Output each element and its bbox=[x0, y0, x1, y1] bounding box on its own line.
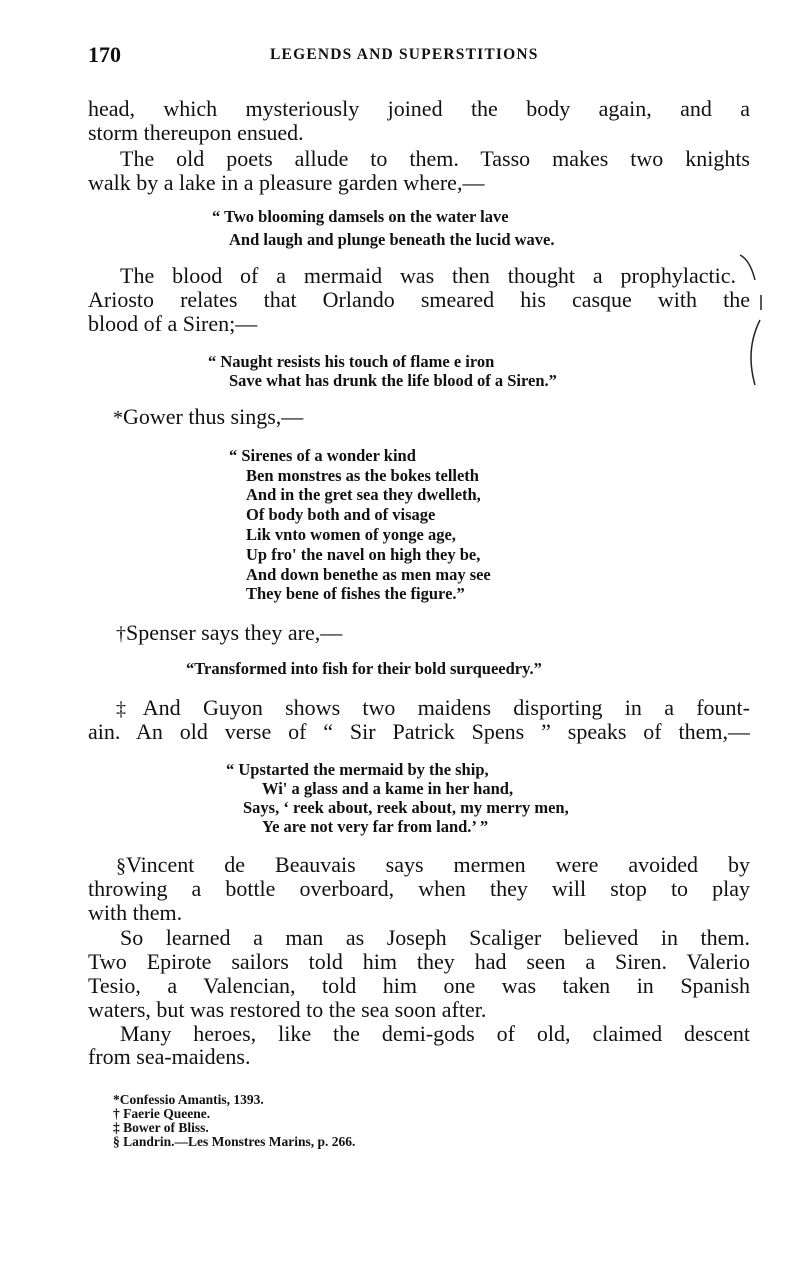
verse-line: Save what has drunk the life blood of a Siren.” bbox=[229, 371, 557, 390]
footnote-marker: * bbox=[113, 407, 123, 429]
verse-line: Ye are not very far from land.’ ” bbox=[262, 817, 489, 836]
verse-line: Of body both and of visage bbox=[246, 505, 436, 524]
verse-line: “ Two blooming damsels on the water lave bbox=[212, 207, 509, 226]
footnote: † Faerie Queene. bbox=[113, 1106, 211, 1121]
paragraph-gower bbox=[113, 405, 413, 429]
text-span: Vincent de Beauvais says mermen were avoided by bbox=[126, 853, 750, 877]
verse-line: “ Sirenes of a wonder kind bbox=[229, 446, 416, 465]
paragraph-spenser bbox=[116, 621, 416, 645]
verse-line: They bene of fishes the figure.” bbox=[246, 584, 465, 603]
footnote-marker: ‡ bbox=[116, 698, 143, 720]
text-line: Many heroes, like the demi-gods of old, claimed descent bbox=[120, 1022, 750, 1046]
text-line: The blood of a mermaid was then thought a prophylactic. bbox=[120, 264, 736, 288]
text-line: Tesio, a Valencian, told him one was taken in Spanish bbox=[88, 974, 750, 998]
text-line: storm thereupon ensued. bbox=[88, 121, 304, 145]
verse-line: Up fro' the navel on high they be, bbox=[246, 545, 481, 564]
verse-line: “ Naught resists his touch of flame e iron bbox=[208, 352, 495, 371]
text-line: head, which mysteriously joined the body again, and a bbox=[88, 97, 750, 121]
text-line: waters, but was restored to the sea soon after. bbox=[88, 998, 487, 1022]
verse-line: Lik vnto women of yonge age, bbox=[246, 525, 456, 544]
text-line: So learned a man as Joseph Scaliger believed in them. bbox=[120, 926, 750, 950]
verse-line: And down benethe as men may see bbox=[246, 565, 491, 584]
text-line: throwing a bottle overboard, when they will stop to play bbox=[88, 877, 750, 901]
footnote-marker: † bbox=[116, 623, 126, 645]
verse-line: Ben monstres as the bokes telleth bbox=[246, 466, 479, 485]
text-line: Spenser says they are,— bbox=[126, 621, 343, 645]
footnote: *Confessio Amantis, 1393. bbox=[113, 1092, 264, 1107]
text-line: Gower thus sings,— bbox=[123, 405, 304, 429]
text-line: Ariosto relates that Orlando smeared his casque with the bbox=[88, 288, 750, 312]
scan-artifact-bracket bbox=[735, 250, 765, 390]
verse-line: Wi' a glass and a kame in her hand, bbox=[262, 779, 514, 798]
verse-line: “ Upstarted the mermaid by the ship, bbox=[226, 760, 489, 779]
verse-line: And laugh and plunge beneath the lucid wave. bbox=[229, 230, 555, 249]
text-line bbox=[116, 853, 750, 877]
running-title: LEGENDS AND SUPERSTITIONS bbox=[270, 46, 539, 63]
verse-line: And in the gret sea they dwelleth, bbox=[246, 485, 481, 504]
verse-line: “Transformed into fish for their bold surqueedry.” bbox=[186, 659, 542, 678]
text-line: blood of a Siren;— bbox=[88, 312, 258, 336]
text-line: The old poets allude to them. Tasso makes two knights bbox=[120, 147, 750, 171]
page-number: 170 bbox=[88, 42, 121, 67]
footnote-marker: § bbox=[116, 855, 126, 877]
verse-line: Says, ‘ reek about, reek about, my merry men, bbox=[243, 798, 569, 817]
footnote: ‡ Bower of Bliss. bbox=[113, 1120, 209, 1135]
text-line: walk by a lake in a pleasure garden where,— bbox=[88, 171, 485, 195]
text-line: Two Epirote sailors told him they had seen a Siren. Valerio bbox=[88, 950, 750, 974]
text-span: And Guyon shows two maidens disporting in a fount- bbox=[142, 696, 750, 720]
text-line: ain. An old verse of “ Sir Patrick Spens ” speaks of them,— bbox=[88, 720, 750, 744]
footnote: § Landrin.—Les Monstres Marins, p. 266. bbox=[113, 1134, 356, 1149]
text-line: from sea-maidens. bbox=[88, 1045, 251, 1069]
text-line bbox=[116, 696, 750, 720]
text-line: with them. bbox=[88, 901, 183, 925]
